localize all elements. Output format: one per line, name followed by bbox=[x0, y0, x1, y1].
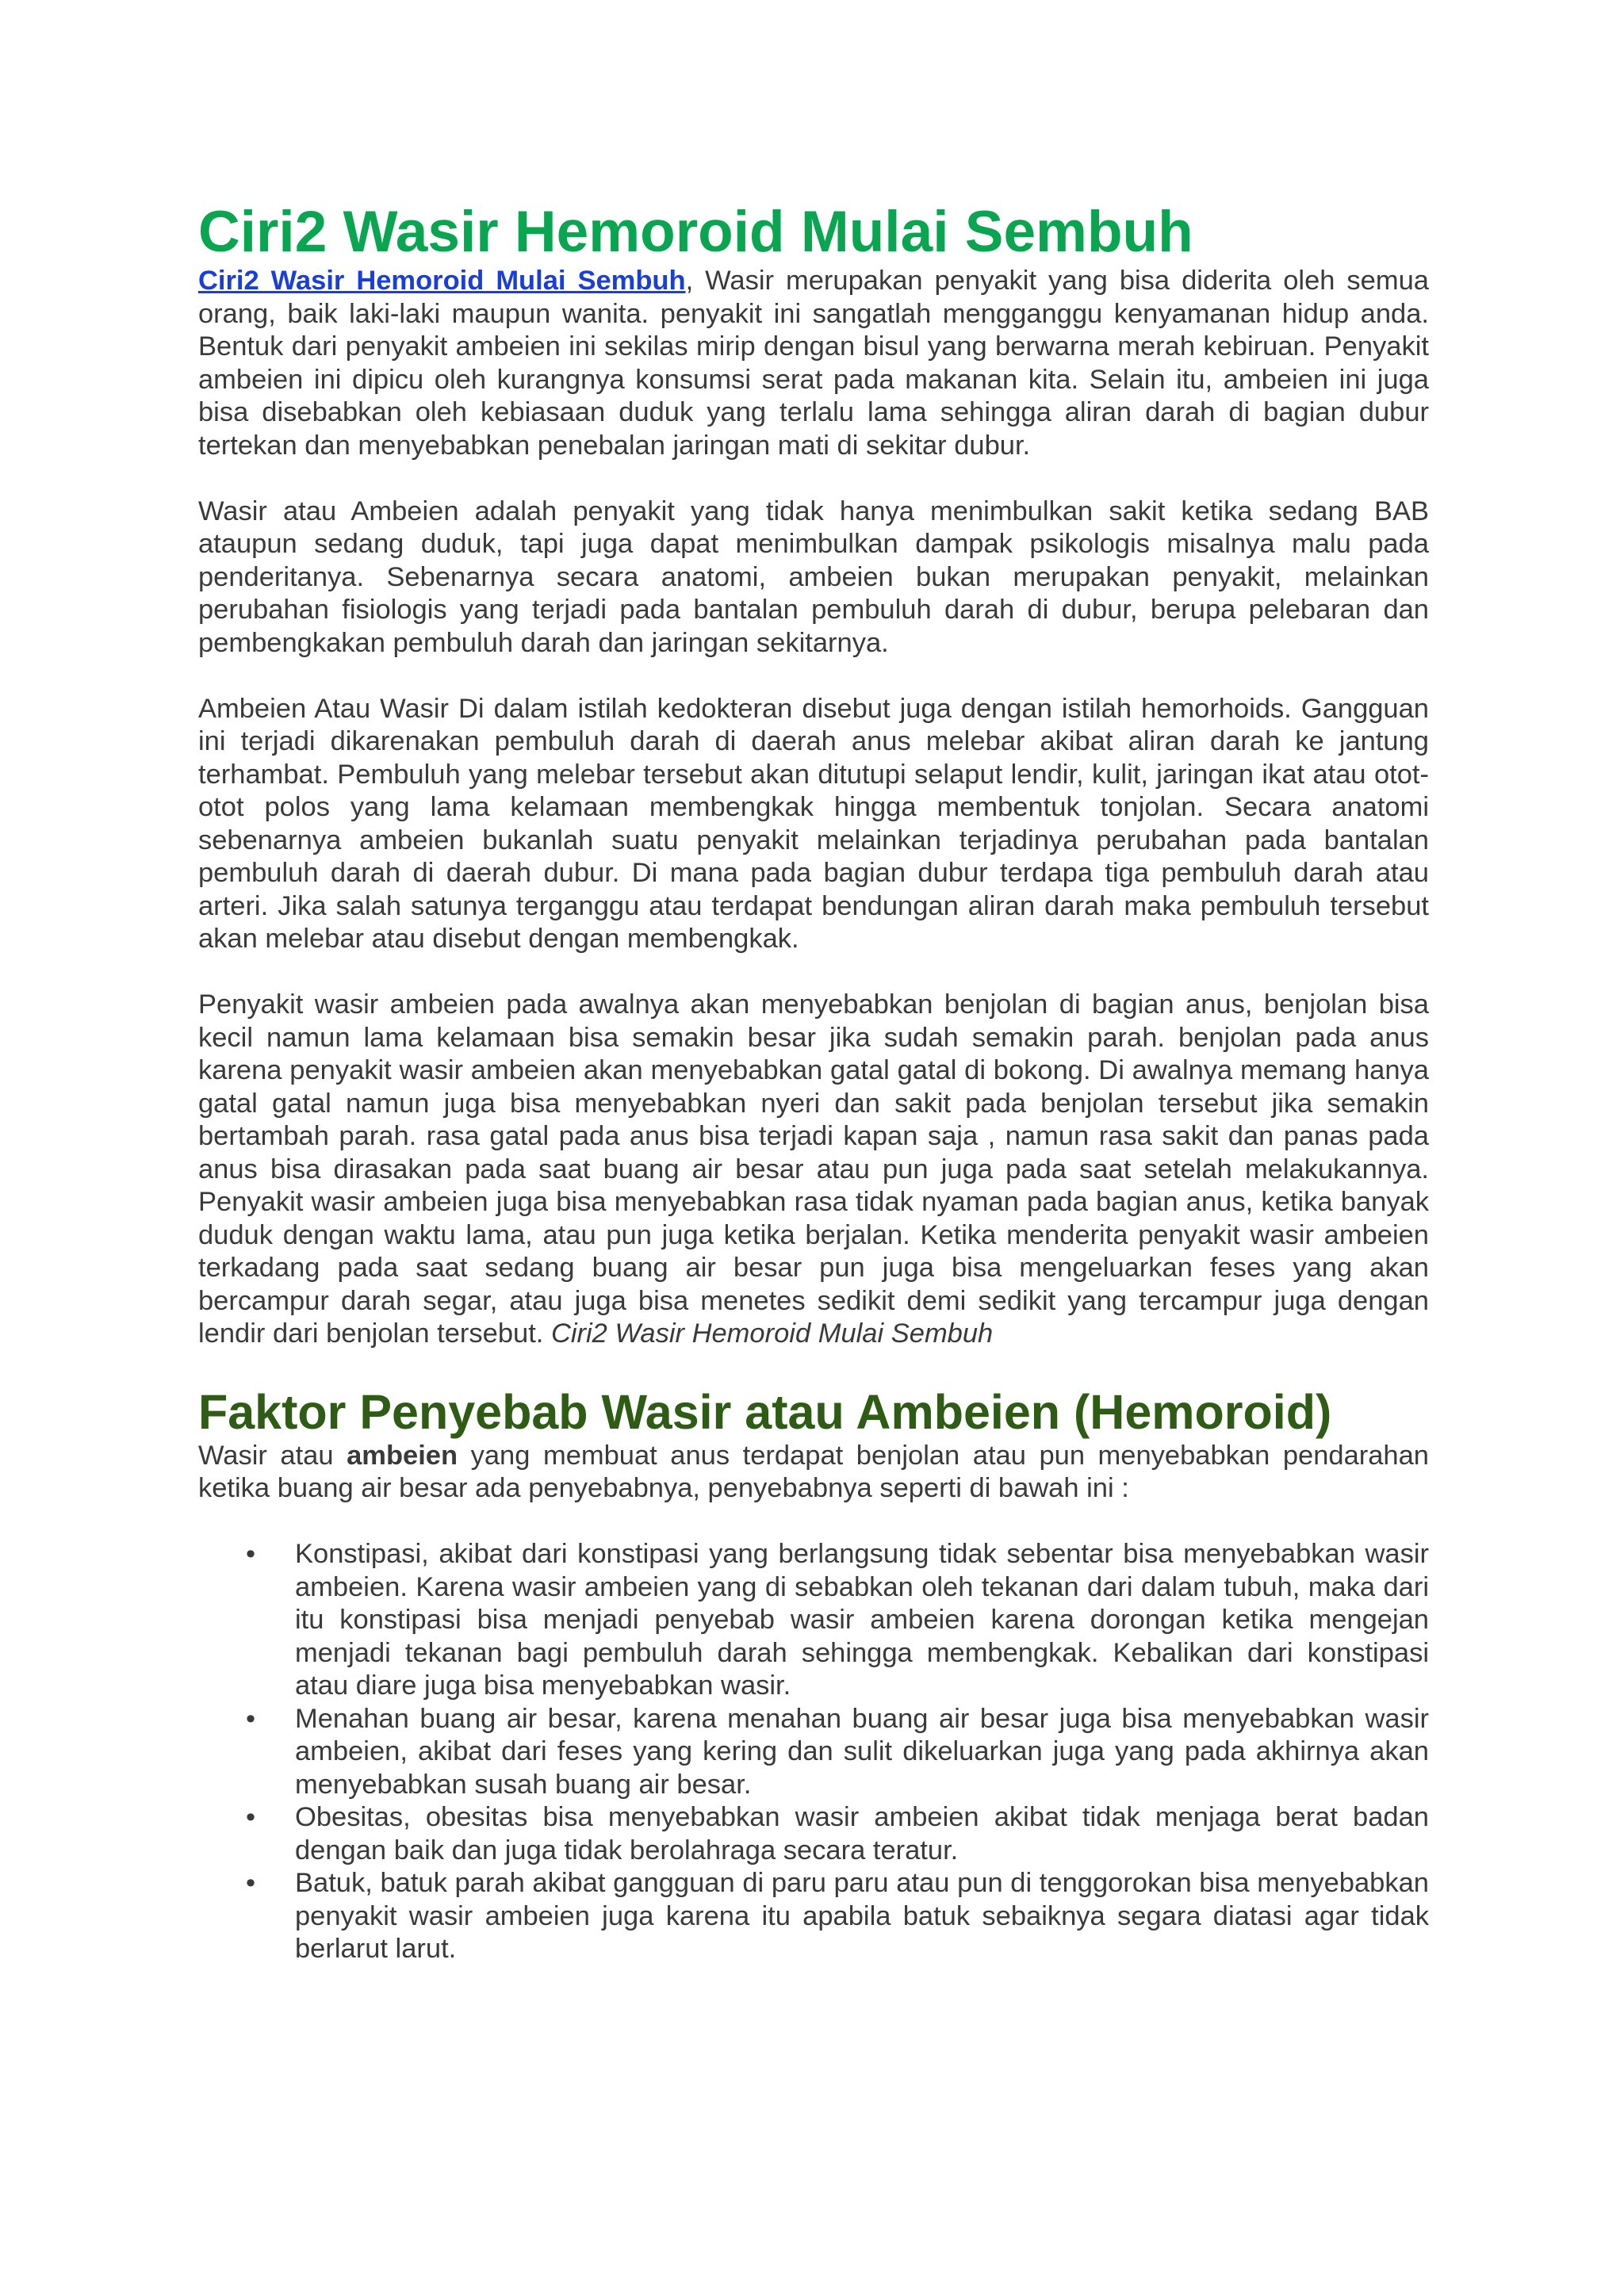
list-item bbox=[198, 1867, 1429, 1966]
causes-intro-bold: ambeien bbox=[347, 1440, 458, 1471]
list-item-text: Batuk, batuk parah akibat gangguan di paru paru atau pun di tenggorokan bisa menyebabkan penyakit wasir ambeien juga karena itu apabila batuk sebaiknya segara diatasi agar tidak berlarut larut. bbox=[295, 1868, 1429, 1964]
symptoms-text: Penyakit wasir ambeien pada awalnya akan menyebabkan benjolan di bagian anus, benjolan bisa kecil namun lama kelamaan bisa semakin besar jika sudah semakin parah. benjolan pada anus karena penyakit wasir ambeien akan menyebabkan gatal gatal di bokong. Di awalnya memang hanya gatal gatal namun juga bisa menyebabkan nyeri dan sakit pada benjolan tersebut jika semakin bertambah parah. rasa gatal pada anus bisa terjadi kapan saja , namun rasa sakit dan panas pada anus bisa dirasakan pada saat buang air besar atau pun juga pada saat setelah melakukannya. Penyakit wasir ambeien juga bisa menyebabkan rasa tidak nyaman pada bagian anus, ketika banyak duduk dengan waktu lama, atau pun juga ketika berjalan. Ketika menderita penyakit wasir ambeien terkadang pada saat sedang buang air besar pun juga bisa mengeluarkan feses yang akan bercampur darah segar, atau juga bisa menetes sedikit demi sedikit yang tercampur juga dengan lendir dari benjolan tersebut. bbox=[198, 989, 1429, 1349]
bullet-icon: • bbox=[246, 1868, 256, 1898]
paragraph-gap bbox=[198, 956, 1429, 989]
causes-intro-after: yang membuat anus terdapat benjolan atau pun menyebabkan pendarahan ketika buang air besar ada penyebabnya, penyebabnya seperti di bawah ini : bbox=[198, 1440, 1429, 1503]
intro-paragraph bbox=[198, 265, 1429, 462]
list-item-text: Obesitas, obesitas bisa menyebabkan wasir ambeien akibat tidak menjaga berat badan dengan baik dan juga tidak berolahraga secara teratur. bbox=[295, 1802, 1429, 1866]
paragraph-definition: Wasir atau Ambeien adalah penyakit yang tidak hanya menimbulkan sakit ketika sedang BAB ataupun sedang duduk, tapi juga dapat menimbulkan dampak psikologis misalnya malu pada penderitanya. Sebenarnya secara anatomi, ambeien bukan merupakan penyakit, melainkan perubahan fisiologis yang terjadi pada bantalan pembuluh darah di dubur, berupa pelebaran dan pembengkakan pembuluh darah dan jaringan sekitarnya. bbox=[198, 496, 1429, 658]
document-page bbox=[198, 200, 1429, 1966]
list-item-text: Konstipasi, akibat dari konstipasi yang berlangsung tidak sebentar bisa menyebabkan wasir ambeien. Karena wasir ambeien yang di sebabkan oleh tekanan dari dalam tubuh, maka dari itu konstipasi bisa menjadi penyebab wasir ambeien karena dorongan ketika mengejan menjadi tekanan bagi pembuluh darah sehingga membengkak. Kebalikan dari konstipasi atau diare juga bisa menyebabkan wasir. bbox=[295, 1539, 1429, 1701]
causes-intro-paragraph bbox=[198, 1440, 1429, 1506]
paragraph-symptoms bbox=[198, 989, 1429, 1351]
list-item bbox=[198, 1703, 1429, 1802]
paragraph-gap bbox=[198, 1506, 1429, 1539]
section-gap bbox=[198, 1351, 1429, 1384]
symptoms-italic-keyword: Ciri2 Wasir Hemoroid Mulai Sembuh bbox=[550, 1318, 994, 1349]
causes-intro-before: Wasir atau bbox=[198, 1440, 347, 1471]
list-item-text: Menahan buang air besar, karena menahan buang air besar juga bisa menyebabkan wasir ambeien, akibat dari feses yang kering dan sulit dikeluarkan juga yang pada akhirnya akan menyebabkan susah buang air besar. bbox=[295, 1703, 1429, 1800]
paragraph-gap bbox=[198, 462, 1429, 496]
page-title: Ciri2 Wasir Hemoroid Mulai Sembuh bbox=[198, 200, 1193, 264]
section-heading-causes: Faktor Penyebab Wasir atau Ambeien (Hemoroid) bbox=[198, 1384, 1332, 1439]
bullet-icon: • bbox=[246, 1703, 256, 1734]
paragraph-medical-term: Ambeien Atau Wasir Di dalam istilah kedokteran disebut juga dengan istilah hemorhoids. Gangguan ini terjadi dikarenakan pembuluh darah di daerah anus melebar akibat aliran darah ke jantung terhambat. Pembuluh yang melebar tersebut akan ditutupi selaput lendir, kulit, jaringan ikat atau otot-otot polos yang lama kelamaan membengkak hingga membentuk tonjolan. Secara anatomi sebenarnya ambeien bukanlah suatu penyakit melainkan terjadinya perubahan pada bantalan pembuluh darah di daerah dubur. Di mana pada bagian dubur terdapa tiga pembuluh darah atau arteri. Jika salah satunya terganggu atau terdapat bendungan aliran darah maka pembuluh tersebut akan melebar atau disebut dengan membengkak. bbox=[198, 693, 1429, 954]
intro-text: , Wasir merupakan penyakit yang bisa diderita oleh semua orang, baik laki-laki maupun wanita. penyakit ini sangatlah mengganggu kenyamanan hidup anda. Bentuk dari penyakit ambeien ini sekilas mirip dengan bisul yang berwarna merah kebiruan. Penyakit ambeien ini dipicu oleh kurangnya konsumsi serat pada makanan kita. Selain itu, ambeien ini juga bisa disebabkan oleh kebiasaan duduk yang terlalu lama sehingga aliran darah di bagian dubur tertekan dan menyebabkan penebalan jaringan mati di sekitar dubur. bbox=[198, 266, 1429, 461]
list-item bbox=[198, 1801, 1429, 1867]
causes-list bbox=[198, 1538, 1429, 1966]
bullet-icon: • bbox=[246, 1802, 256, 1832]
list-item bbox=[198, 1538, 1429, 1703]
paragraph-gap bbox=[198, 660, 1429, 693]
bullet-icon: • bbox=[246, 1539, 256, 1569]
title-link[interactable]: Ciri2 Wasir Hemoroid Mulai Sembuh bbox=[198, 266, 686, 296]
